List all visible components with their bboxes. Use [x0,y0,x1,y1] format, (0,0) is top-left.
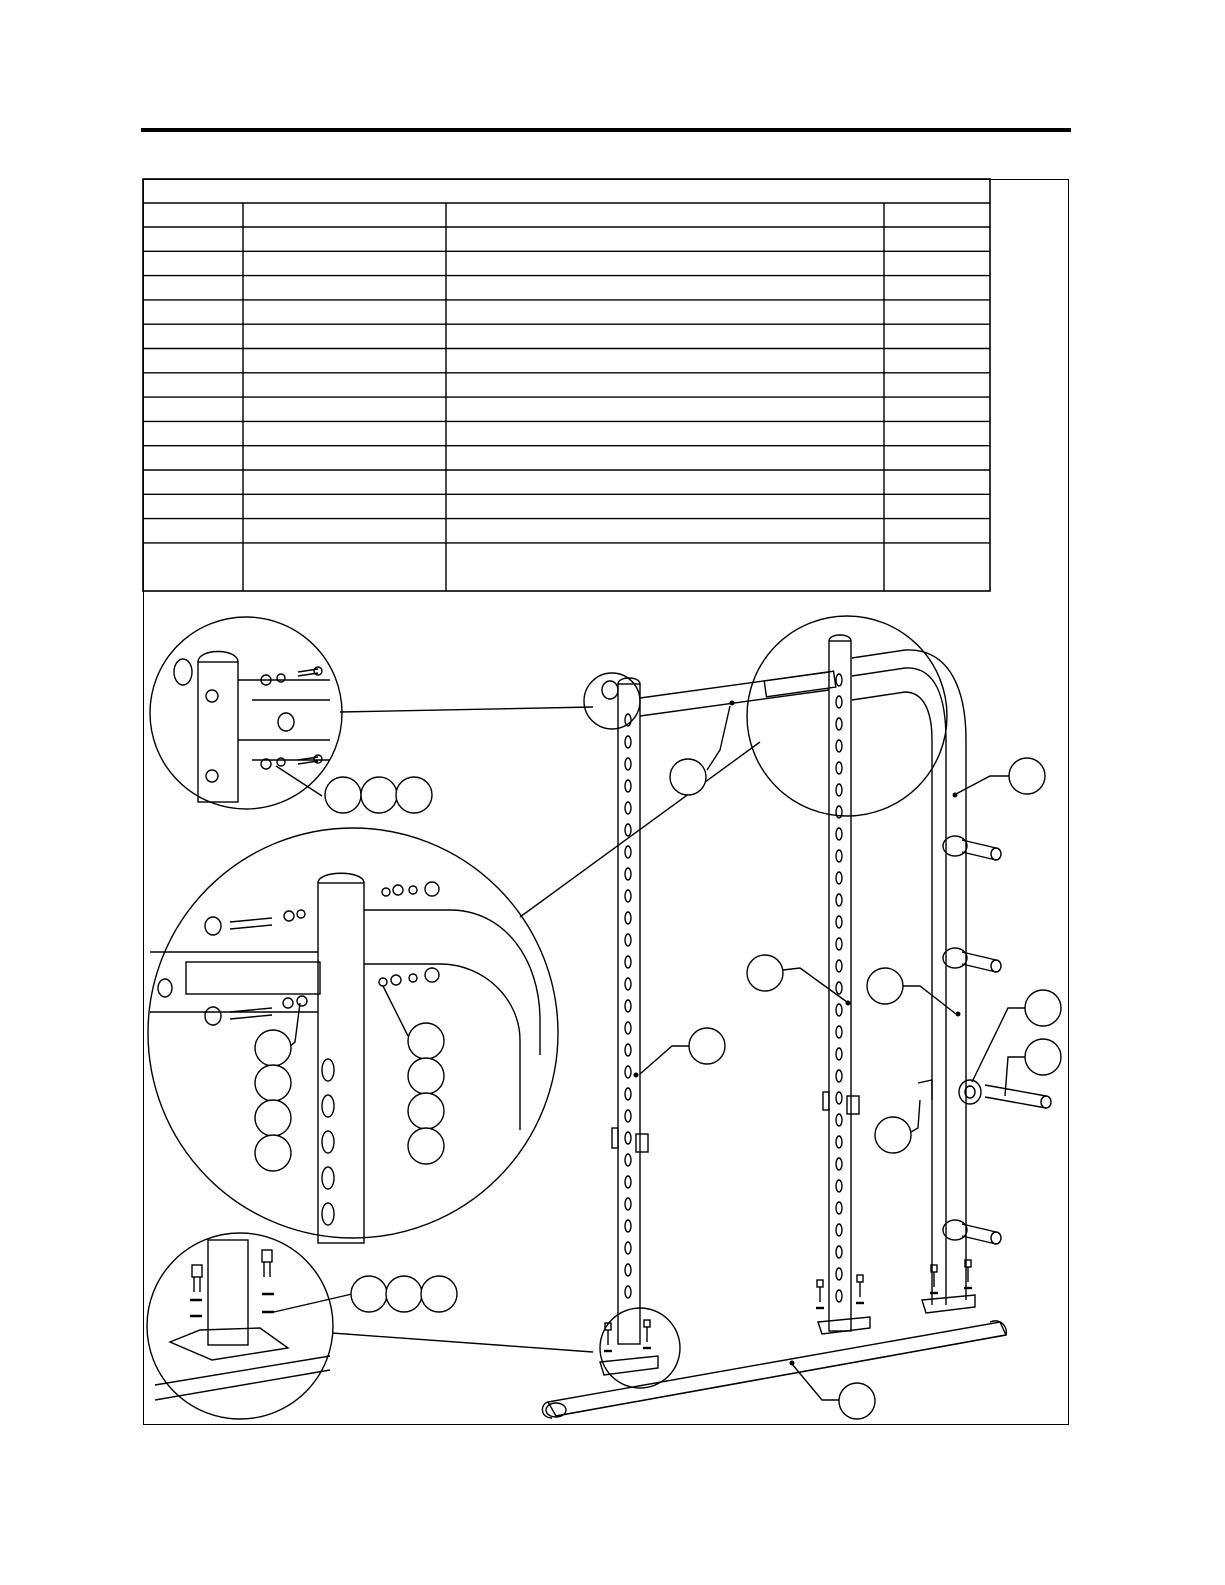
callout-detail-mid-right-3 [408,1093,444,1129]
bolt-icon [964,1260,972,1288]
callout-storage-peg [1005,1039,1061,1096]
washer-icon [959,1080,981,1104]
detail-top [150,617,640,809]
callout-detail-top-1 [325,777,361,813]
callout-detail-mid-left-4 [255,1135,291,1171]
callout-detail-base-2 [386,1276,422,1312]
rack-assembly [542,635,1051,1418]
detail-base [147,1233,680,1419]
callout-front-left-upright [640,1028,725,1074]
callout-front-right-upright [747,955,847,1002]
callout-detail-mid-left-2 [255,1065,291,1101]
front-left-upright [600,678,658,1375]
callout-detail-mid-right-1 [408,1023,444,1059]
callout-detail-top-3 [396,777,432,813]
bolt-icon [930,1265,938,1293]
callout-detail-base-1 [351,1276,387,1312]
callout-rear-upright [956,758,1045,794]
bolt-icon [643,1320,651,1348]
callout-detail-mid-left-1 [255,1030,291,1066]
callout-detail-mid-right-2 [408,1058,444,1094]
pin-icon [918,1080,932,1100]
storage-peg [943,948,1001,972]
bolt-icon [192,1265,202,1292]
callout-detail-mid-right-4 [408,1128,444,1164]
callout-detail-mid-left-3 [255,1100,291,1136]
crossbar [602,671,836,716]
parts-table [143,179,990,591]
callout-base-rail [792,1364,875,1419]
bolt-icon [298,667,322,676]
bolt-icon [262,1250,272,1277]
callout-detail-base-3 [421,1276,457,1312]
storage-peg [943,1220,1001,1244]
bolt-icon [856,1275,864,1303]
storage-peg [943,836,1001,860]
callout-crossbar [670,706,730,795]
base-rail [542,1321,1006,1418]
callout-middle-frame [867,968,956,1014]
callout-pin [875,1100,920,1153]
bolt-icon [816,1280,824,1308]
callout-detail-top-2 [361,777,397,813]
front-right-upright [818,635,870,1334]
